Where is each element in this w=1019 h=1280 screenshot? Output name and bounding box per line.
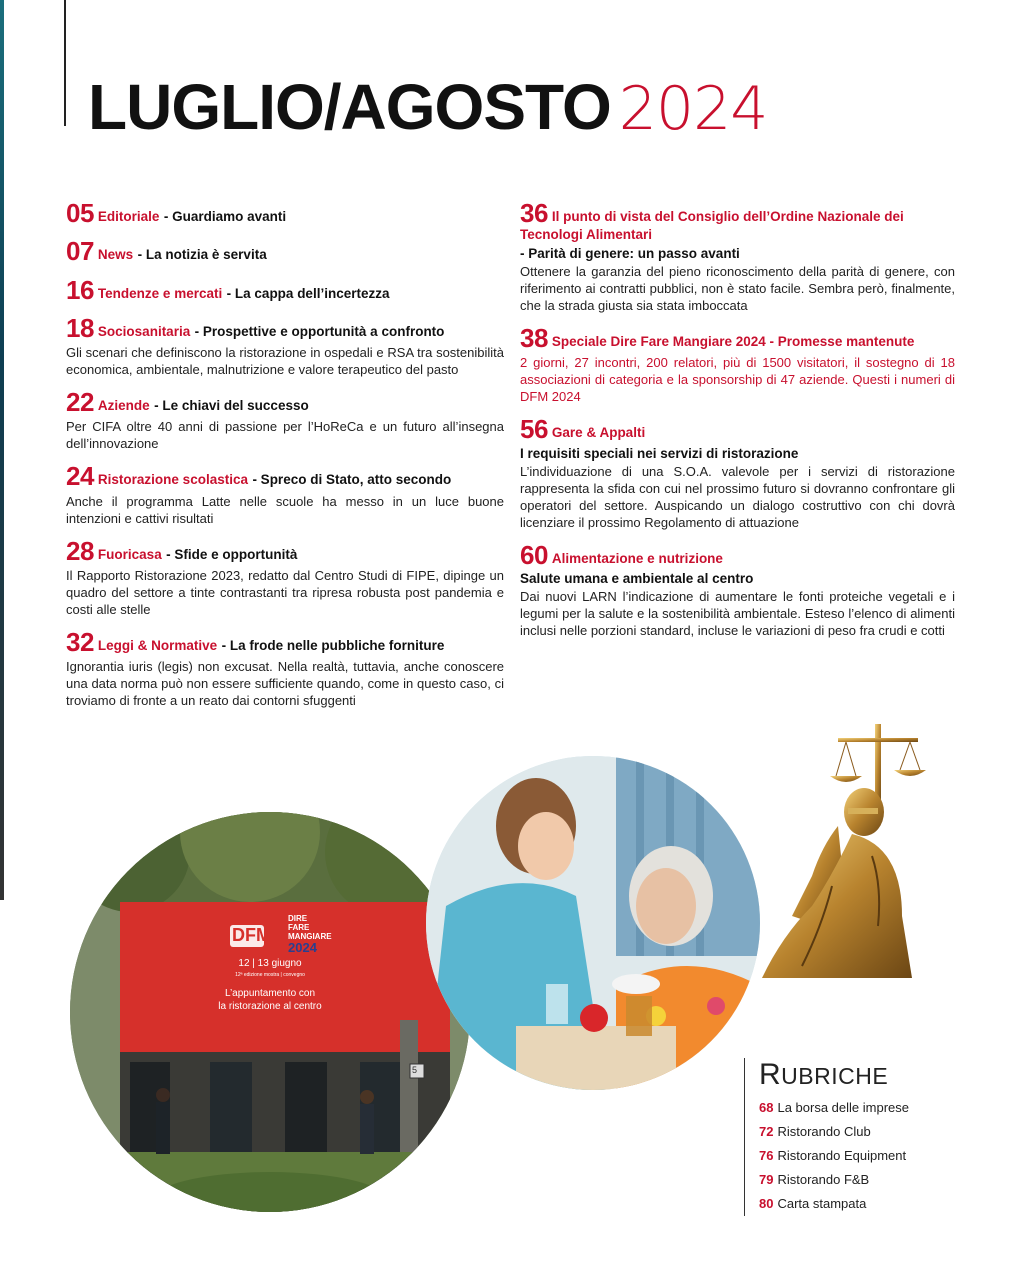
rubrica-item[interactable] xyxy=(759,1124,909,1139)
page-number: 24 xyxy=(66,461,94,492)
article-title: - Le chiavi del successo xyxy=(154,398,309,414)
toc-entry[interactable] xyxy=(66,629,504,709)
page-number: 32 xyxy=(66,627,94,658)
article-summary: Il Rapporto Ristorazione 2023, redatto dal Centro Studi di FIPE, dipinge un quadro del settore a tinte contrastanti tra ripresa robusta post pandemia e costi alle stelle xyxy=(66,568,504,618)
toc-entry[interactable] xyxy=(66,312,504,378)
page-number: 05 xyxy=(66,198,94,228)
article-title: Salute umana e ambientale al centro xyxy=(520,570,754,586)
article-summary: Gli scenari che definiscono la ristorazione in ospedali e RSA tra sostenibilità economica, ambientale, malnutrizione e valore terapeutico del pasto xyxy=(66,345,504,378)
page-number: 68 xyxy=(759,1100,774,1115)
article-summary: Anche il programma Latte nelle scuole ha messo in un luce buone intenzioni e cattivi risultati xyxy=(66,493,504,526)
toc-entry[interactable] xyxy=(520,539,955,639)
nurse-care-illustration xyxy=(426,756,760,1090)
article-title: - La cappa dell’incertezza xyxy=(226,285,390,301)
rubrica-label: Carta stampata xyxy=(777,1196,867,1211)
toc-entry[interactable] xyxy=(520,325,955,405)
section-name: Aziende xyxy=(97,398,150,414)
section-name: Fuoricasa xyxy=(97,546,162,562)
dfm-tagline-2: la ristorazione al centro xyxy=(218,1001,322,1012)
section-name: Editoriale xyxy=(97,209,160,224)
page-number: 56 xyxy=(520,414,548,445)
left-edge-strip xyxy=(0,0,4,900)
rubrica-item[interactable] xyxy=(759,1100,909,1115)
article-summary: 2 giorni, 27 incontri, 200 relatori, più di 1500 visitatori, il sostegno di 18 associazioni di categoria e la sponsorship di 47 aziende. Questi i numeri di DFM 2024 xyxy=(520,355,955,405)
article-summary: Ignorantia iuris (legis) non excusat. Nella realtà, tuttavia, anche conoscere una data norma può non essere sufficiente quando, come in questo caso, ci troviamo di fronte a un reato dai contorni sfuggenti xyxy=(66,659,504,709)
article-title: - La frode nelle pubbliche forniture xyxy=(221,638,445,654)
article-title: - Prospettive e opportunità a confronto xyxy=(194,323,445,339)
page-number: 16 xyxy=(66,274,94,305)
dfm-tagline-1: L’appuntamento con xyxy=(224,988,316,999)
toc-entry[interactable] xyxy=(520,416,955,530)
dfm-edition: 12ª edizione mostra | convegno xyxy=(235,972,305,978)
vertical-rule xyxy=(64,0,66,126)
article-title: - Spreco di Stato, atto secondo xyxy=(252,472,452,488)
page-number: 36 xyxy=(520,198,548,228)
brand-line: DIRE xyxy=(288,914,308,923)
issue-month: LUGLIO/AGOSTO xyxy=(88,71,611,143)
section-name: Ristorazione scolastica xyxy=(97,472,248,488)
page-number: 76 xyxy=(759,1148,774,1163)
page-number: 38 xyxy=(520,323,548,354)
issue-title xyxy=(88,70,767,144)
page-number: 80 xyxy=(759,1196,774,1211)
toc-right-column xyxy=(520,200,955,650)
page-number: 60 xyxy=(520,539,548,570)
rubrica-label: Ristorando Club xyxy=(777,1124,871,1139)
section-name: Sociosanitaria xyxy=(97,323,191,339)
nurse-care-photo xyxy=(426,756,760,1090)
issue-year: 2024 xyxy=(618,74,768,144)
rubrica-label: Ristorando Equipment xyxy=(777,1148,907,1163)
article-summary: Dai nuovi LARN l’indicazione di aumentare le fonti proteiche vegetali e i legumi per la salute e la sostenibilità ambientale. Esteso l’elenco di alimenti inclusi nelle porzioni standard, incluse le variazioni di peso fra crudi e cotti xyxy=(520,588,955,638)
article-summary: L’individuazione di una S.O.A. valevole per i servizi di ristorazione rappresenta la sfida con cui nel prossimo futuro si dovranno confrontare gli operatori del settore. Auspicando un dialogo costruttivo con chi dovrà licenziare il prossimo Regolamento di attuazione xyxy=(520,463,955,530)
toc-entry[interactable] xyxy=(66,200,504,227)
page-number: 28 xyxy=(66,535,94,566)
rubriche-title-initial: R xyxy=(759,1058,782,1091)
section-name: Speciale Dire Fare Mangiare 2024 - Promesse mantenute xyxy=(551,334,915,350)
toc-entry[interactable] xyxy=(66,274,504,305)
article-title: I requisiti speciali nei servizi di ristorazione xyxy=(520,445,799,461)
toc-entry[interactable] xyxy=(66,535,504,618)
page-number: 72 xyxy=(759,1124,774,1139)
toc-entry[interactable] xyxy=(66,238,504,265)
rubriche-title-rest: UBRICHE xyxy=(781,1063,889,1089)
page-number: 18 xyxy=(66,312,94,343)
rubrica-item[interactable] xyxy=(759,1196,909,1211)
justice-statue-image xyxy=(752,716,948,978)
brand-line: FARE xyxy=(288,923,310,932)
section-name: Gare & Appalti xyxy=(551,425,646,441)
section-name: Il punto di vista del Consiglio dell’Ordine Nazionale dei Tecnologi Alimentari xyxy=(520,209,904,243)
door-number: 5 xyxy=(412,1065,418,1075)
section-name: Alimentazione e nutrizione xyxy=(551,550,723,566)
section-name: News xyxy=(97,247,134,263)
rubrica-label: La borsa delle imprese xyxy=(777,1100,909,1115)
rubriche-title xyxy=(759,1058,909,1092)
toc-entry[interactable] xyxy=(66,463,504,526)
page-number: 22 xyxy=(66,387,94,418)
dfm-logo: DFM xyxy=(232,925,271,945)
article-title: - Sfide e opportunità xyxy=(166,546,298,562)
dfm-event-photo xyxy=(70,812,470,1212)
dfm-brand-lines xyxy=(288,914,332,941)
section-name: Tendenze e mercati xyxy=(97,285,223,301)
dfm-event-illustration xyxy=(70,812,470,1212)
dfm-year: 2024 xyxy=(288,940,317,955)
section-name: Leggi & Normative xyxy=(97,638,218,654)
article-title: - La notizia è servita xyxy=(137,247,267,263)
rubriche-box xyxy=(744,1058,909,1216)
rubrica-label: Ristorando F&B xyxy=(777,1172,870,1187)
toc-entry[interactable] xyxy=(66,389,504,452)
page-number: 79 xyxy=(759,1172,774,1187)
article-summary: Per CIFA oltre 40 anni di passione per l’HoReCa e un futuro all’insegna dell’innovazione xyxy=(66,419,504,452)
dfm-dates: 12 | 13 giugno xyxy=(238,958,302,969)
toc-left-column xyxy=(66,200,504,720)
article-title: - Parità di genere: un passo avanti xyxy=(520,246,740,262)
article-title: - Guardiamo avanti xyxy=(163,209,287,224)
brand-line: MANGIARE xyxy=(288,932,332,941)
page-number: 07 xyxy=(66,236,94,267)
rubrica-item[interactable] xyxy=(759,1172,909,1187)
rubrica-item[interactable] xyxy=(759,1148,909,1163)
article-summary: Ottenere la garanzia del pieno riconoscimento della parità di genere, con riferimento ai contratti pubblici, non è stato facile. Sembra però, finalmente, che la strada giusta sia stata imboccata xyxy=(520,264,955,314)
toc-entry[interactable] xyxy=(520,200,955,314)
